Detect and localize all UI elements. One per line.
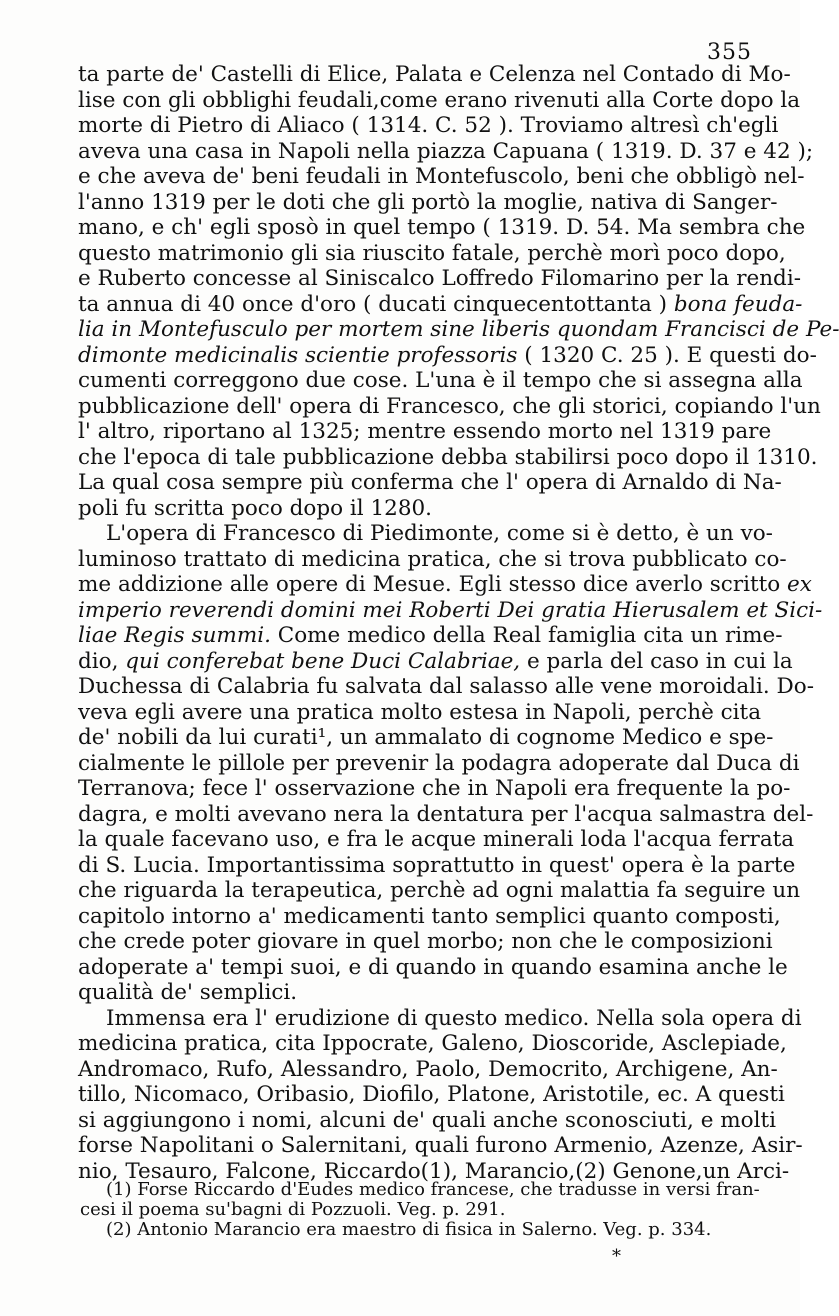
text-line	[78, 1133, 803, 1159]
text-segment: ta annua di 40 once d'oro ( ducati cinquecentottanta )	[78, 291, 674, 317]
text-line	[78, 699, 762, 726]
text-line	[78, 164, 805, 190]
text-line	[78, 725, 774, 751]
text-line	[78, 572, 812, 598]
text-segment: e che aveva de' beni feudali in Montefuscolo, beni che obbligò nel-	[78, 164, 805, 189]
text-line	[78, 546, 787, 573]
text-segment: cumenti correggono due cose. L'una è il tempo che si assegna alla	[78, 368, 803, 393]
text-segment: poli fu scritta poco dopo il 1280.	[78, 495, 433, 521]
text-segment: Duchessa di Calabria fu salvata dal salasso alle vene moroidali. Do-	[78, 674, 815, 699]
text-segment: forse Napolitani o Salernitani, quali furono Armenio, Azenze, Asir-	[78, 1133, 803, 1158]
text-segment: e parla del caso in cui la	[520, 648, 793, 674]
text-line	[78, 470, 782, 496]
text-segment: Terranova; fece l' osservazione che in Napoli era frequente la po-	[78, 776, 791, 801]
italic-segment: liae Regis summi.	[78, 623, 271, 648]
text-line	[78, 240, 786, 267]
text-line	[78, 954, 788, 981]
italic-segment: imperio reverendi domini mei Roberti Dei gratia Hierusalem et Sici-	[78, 597, 823, 623]
text-line	[78, 1082, 785, 1108]
text-segment: Andromaco, Rufo, Alessandro, Paolo, Democrito, Archigene, An-	[78, 1056, 778, 1082]
text-segment: morte di Pietro di Aliaco ( 1314. C. 52 ). Troviamo altresì ch'egli	[78, 113, 779, 138]
text-segment: aveva una casa in Napoli nella piazza Capuana ( 1319. D. 37 e 42 );	[78, 138, 814, 164]
text-line	[78, 266, 801, 292]
text-line	[78, 87, 801, 114]
text-segment: che riguarda la terapeutica, perchè ad ogni malattia fa seguire un	[78, 878, 801, 903]
text-segment: Immensa era l' erudizione di questo medico. Nella sola opera di	[106, 1005, 802, 1031]
text-segment: L'opera di Francesco di Piedimonte, come si è detto, è un vo-	[106, 521, 773, 546]
text-segment: mano, e ch' egli sposò in quel tempo ( 1319. D. 54. Ma sembra che	[78, 215, 806, 240]
text-line	[78, 317, 839, 343]
text-line	[78, 189, 778, 216]
text-line	[78, 496, 732, 522]
text-segment: si aggiungono i nomi, alcuni de' quali anche sconosciuti, e molti	[78, 1107, 776, 1133]
text-line	[78, 521, 773, 547]
text-segment: me addizione alle opere di Mesue. Egli stesso dice averlo scritto	[78, 572, 788, 597]
text-line	[78, 342, 817, 369]
text-line	[78, 1031, 787, 1057]
text-line	[78, 801, 814, 828]
text-segment: veva egli avere una pratica molto estesa in Napoli, perchè cita	[78, 699, 762, 725]
signature-mark: *	[612, 1246, 621, 1267]
text-line	[78, 393, 821, 420]
text-line	[78, 1005, 802, 1032]
text-line	[78, 750, 800, 777]
text-line	[78, 62, 791, 88]
text-segment: l' altro, riportano al 1325; mentre essendo morto nel 1319 pare	[78, 419, 772, 444]
italic-segment: lia in Montefusculo per mortem sine liberis quondam Francisci de Pe-	[78, 317, 839, 342]
text-line	[78, 215, 806, 241]
text-segment: cialmente le pillole per prevenir la podagra adoperate dal Duca di	[78, 750, 800, 776]
text-line	[78, 929, 773, 955]
text-line	[78, 419, 772, 445]
italic-segment: bona feuda-	[673, 291, 803, 317]
text-line	[78, 1107, 776, 1134]
text-segment: dio,	[78, 648, 126, 674]
text-segment: di S. Lucia. Importantissima soprattutto in quest' opera è la parte	[78, 852, 796, 878]
italic-segment: qui conferebat bene Duci Calabriae,	[125, 648, 521, 674]
footnote-line: cesi il poema su'bagni di Pozzuoli. Veg. p. 291.	[80, 1199, 506, 1220]
text-line	[78, 903, 781, 930]
text-segment: l'anno 1319 per le doti che gli portò la moglie, nativa di Sanger-	[78, 189, 778, 215]
page-number: 355	[707, 40, 752, 65]
text-line	[78, 623, 783, 649]
text-line	[78, 1056, 778, 1083]
text-segment: de' nobili da lui curati¹, un ammalato di cognome Medico e spe-	[78, 725, 774, 750]
text-segment: medicina pratica, cita Ippocrate, Galeno, Dioscoride, Asclepiade,	[78, 1031, 787, 1056]
text-segment: che crede poter giovare in quel morbo; non che le composizioni	[78, 929, 773, 954]
text-line	[78, 444, 818, 471]
text-line	[78, 113, 779, 139]
text-line	[78, 674, 815, 700]
text-segment: ta parte de' Castelli di Elice, Palata e Celenza nel Contado di Mo-	[78, 62, 791, 87]
text-segment: Come medico della Real famiglia cita un rime-	[270, 623, 783, 648]
italic-segment: ex	[787, 572, 812, 597]
text-segment: dagra, e molti avevano nera la dentatura per l'acqua salmastra del-	[78, 801, 814, 827]
text-segment: e Ruberto concesse al Siniscalco Loffredo Filomarino per la rendi-	[78, 266, 801, 291]
text-segment: capitolo intorno a' medicamenti tanto semplici quanto composti,	[78, 903, 781, 929]
text-segment: La qual cosa sempre più conferma che l' opera di Arnaldo di Na-	[78, 470, 782, 495]
text-segment: questo matrimonio gli sia riuscito fatale, perchè morì poco dopo,	[78, 240, 786, 266]
text-line	[78, 597, 823, 624]
text-line	[78, 368, 803, 394]
text-line	[78, 291, 803, 318]
text-line	[78, 776, 791, 802]
footnotes	[80, 1179, 760, 1240]
body-text	[78, 62, 839, 1184]
text-segment: che l'epoca di tale pubblicazione debba stabilirsi poco dopo il 1310.	[78, 444, 818, 470]
text-segment: nio, Tesauro, Falcone, Riccardo(1), Marancio,(2) Genone,un Arci-	[78, 1158, 790, 1184]
text-segment: qualità de' semplici.	[78, 980, 298, 1005]
text-line	[78, 980, 732, 1006]
text-segment: pubblicazione dell' opera di Francesco, che gli storici, copiando l'un	[78, 393, 821, 419]
text-line	[78, 648, 793, 675]
text-segment: lise con gli obblighi feudali,come erano rivenuti alla Corte dopo la	[78, 87, 801, 113]
text-line	[78, 878, 801, 904]
footnote-line: (1) Forse Riccardo d'Eudes medico francese, che tradusse in versi fran-	[106, 1179, 760, 1200]
footnote-line: (2) Antonio Marancio era maestro di fisica in Salerno. Veg. p. 334.	[106, 1219, 712, 1240]
text-segment: tillo, Nicomaco, Oribasio, Diofilo, Platone, Aristotile, ec. A questi	[78, 1082, 785, 1107]
text-segment: ( 1320 C. 25 ). E questi do-	[517, 342, 817, 368]
text-segment: luminoso trattato di medicina pratica, che si trova pubblicato co-	[78, 546, 787, 572]
text-line	[78, 827, 795, 853]
text-line	[78, 852, 796, 879]
italic-segment: dimonte medicinalis scientie professoris	[78, 342, 518, 368]
text-line	[78, 138, 814, 165]
text-segment: la quale facevano uso, e fra le acque minerali loda l'acqua ferrata	[78, 827, 795, 852]
text-segment: adoperate a' tempi suoi, e di quando in quando esamina anche le	[78, 954, 788, 980]
